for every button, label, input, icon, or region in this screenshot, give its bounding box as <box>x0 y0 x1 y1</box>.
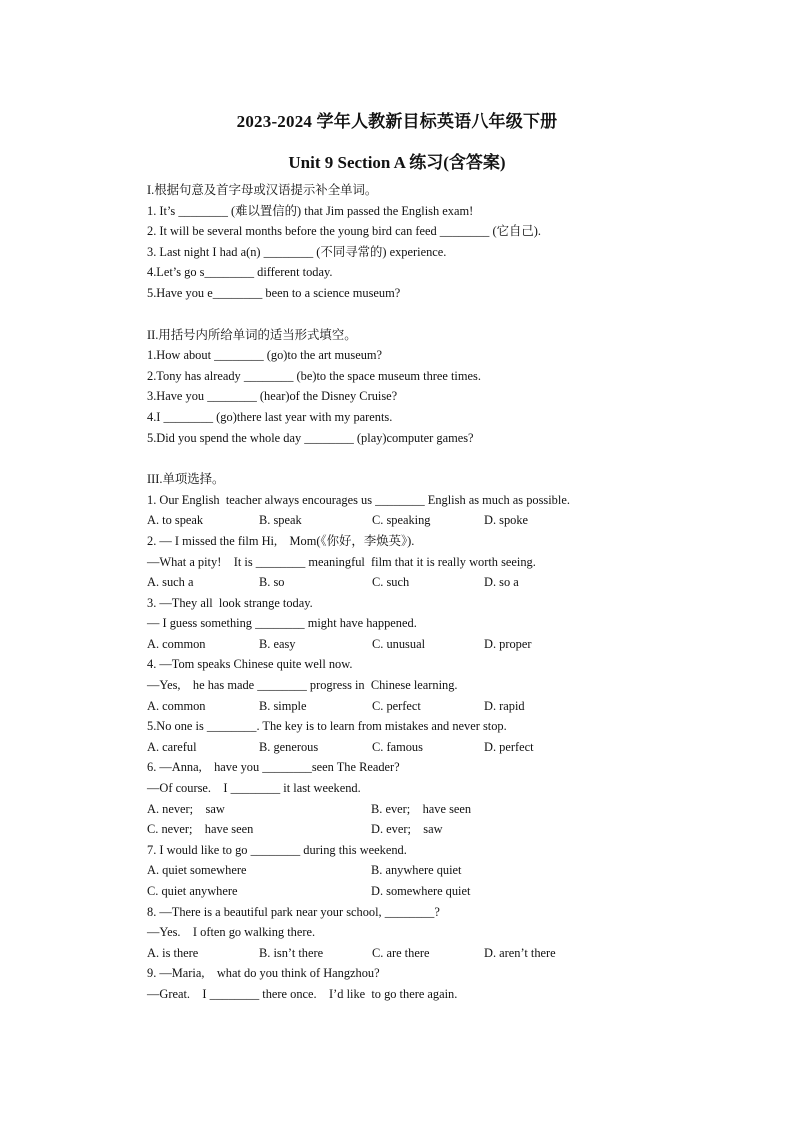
question-7-options-row-1 <box>147 860 647 881</box>
section-2-item: 5.Did you spend the whole day ________ (play)computer games? <box>147 430 474 445</box>
option-b: B. anywhere quiet <box>371 863 462 878</box>
option-c: C. perfect <box>372 698 421 713</box>
option-a: A. never; saw <box>147 801 225 816</box>
question-5-options <box>147 737 647 758</box>
option-c: C. such <box>372 575 410 590</box>
question-5-stem: 5.No one is ________. The key is to learn from mistakes and never stop. <box>147 719 507 734</box>
section-1-heading: I.根据句意及首字母或汉语提示补全单词。 <box>147 183 378 197</box>
question-4-options <box>147 696 647 717</box>
option-a: A. common <box>147 698 206 713</box>
question-2-options <box>147 572 647 593</box>
question-4-stem: —Yes, he has made ________ progress in Chinese learning. <box>147 678 458 693</box>
option-a: A. to speak <box>147 513 204 528</box>
option-d: D. rapid <box>484 698 525 713</box>
question-9-stem: 9. —Maria, what do you think of Hangzhou? <box>147 966 380 981</box>
section-2-item: 1.How about ________ (go)to the art museum? <box>147 348 383 363</box>
question-3-options <box>147 634 647 655</box>
option-a: A. careful <box>147 739 197 754</box>
option-a: A. is there <box>147 945 199 960</box>
question-4-stem: 4. —Tom speaks Chinese quite well now. <box>147 657 353 672</box>
option-a: A. such a <box>147 575 194 590</box>
option-c: C. famous <box>372 739 423 754</box>
section-1-item: 4.Let’s go s________ different today. <box>147 265 333 280</box>
section-2-item: 2.Tony has already ________ (be)to the space museum three times. <box>147 368 481 383</box>
option-b: B. isn’t there <box>259 945 324 960</box>
question-6-stem: —Of course. I ________ it last weekend. <box>147 781 361 796</box>
question-6-options-row-2 <box>147 819 647 840</box>
option-c: C. quiet anywhere <box>147 884 238 898</box>
section-3-heading: III.单项选择。 <box>147 472 225 487</box>
option-b: B. simple <box>259 698 307 713</box>
option-c: C. never; have seen <box>147 822 254 837</box>
option-d: D. somewhere quiet <box>371 884 471 898</box>
section-1-item: 1. It’s ________ (难以置信的) that Jim passed the English exam! <box>147 203 474 218</box>
option-c: C. unusual <box>372 636 426 651</box>
question-7-stem: 7. I would like to go ________ during this weekend. <box>147 842 407 857</box>
question-1-options <box>147 510 647 531</box>
question-9-stem: —Great. I ________ there once. I’d like to go there again. <box>147 986 458 1001</box>
question-6-options-row-1 <box>147 799 647 820</box>
option-d: D. proper <box>484 636 532 651</box>
question-3-stem: — I guess something ________ might have happened. <box>147 616 417 631</box>
document-title: 2023-2024 学年人教新目标英语八年级下册 <box>236 112 558 131</box>
question-2-stem: —What a pity! It is ________ meaningful film that it is really worth seeing. <box>147 554 536 569</box>
section-1-item: 5.Have you e________ been to a science museum? <box>147 285 401 300</box>
option-c: C. speaking <box>372 513 431 528</box>
question-1-stem: 1. Our English teacher always encourages us ________ English as much as possible. <box>147 492 570 507</box>
option-d: D. so a <box>484 575 519 590</box>
option-d: D. aren’t there <box>484 945 556 960</box>
question-8-stem: —Yes. I often go walking there. <box>147 925 316 940</box>
document-subtitle: Unit 9 Section A 练习(含答案) <box>288 153 506 172</box>
question-2-stem: 2. — I missed the film Hi, Mom(《你好，李焕英》). <box>147 533 415 548</box>
option-a: A. quiet somewhere <box>147 863 247 878</box>
section-2-item: 3.Have you ________ (hear)of the Disney Cruise? <box>147 389 398 404</box>
option-a: A. common <box>147 636 206 651</box>
section-1-item: 3. Last night I had a(n) ________ (不同寻常的) experience. <box>147 244 447 259</box>
option-b: B. speak <box>259 513 302 528</box>
option-d: D. spoke <box>484 513 529 528</box>
section-2-heading: II.用括号内所给单词的适当形式填空。 <box>147 327 357 342</box>
option-b: B. so <box>259 575 285 590</box>
option-d: D. perfect <box>484 739 534 754</box>
option-b: B. ever; have seen <box>371 801 472 816</box>
question-3-stem: 3. —They all look strange today. <box>147 595 313 610</box>
option-b: B. generous <box>259 739 319 754</box>
section-1-item: 2. It will be several months before the young bird can feed ________ (它自己). <box>147 224 541 239</box>
question-6-stem: 6. —Anna, have you ________seen The Reader? <box>147 760 400 775</box>
section-2-item: 4.I ________ (go)there last year with my parents. <box>147 409 393 424</box>
option-c: C. are there <box>372 945 430 960</box>
option-b: B. easy <box>259 636 296 651</box>
question-8-options <box>147 943 647 964</box>
question-8-stem: 8. —There is a beautiful park near your school, ________? <box>147 904 440 919</box>
question-7-options-row-2 <box>147 881 647 902</box>
option-d: D. ever; saw <box>371 822 443 837</box>
worksheet-body <box>147 180 647 1005</box>
